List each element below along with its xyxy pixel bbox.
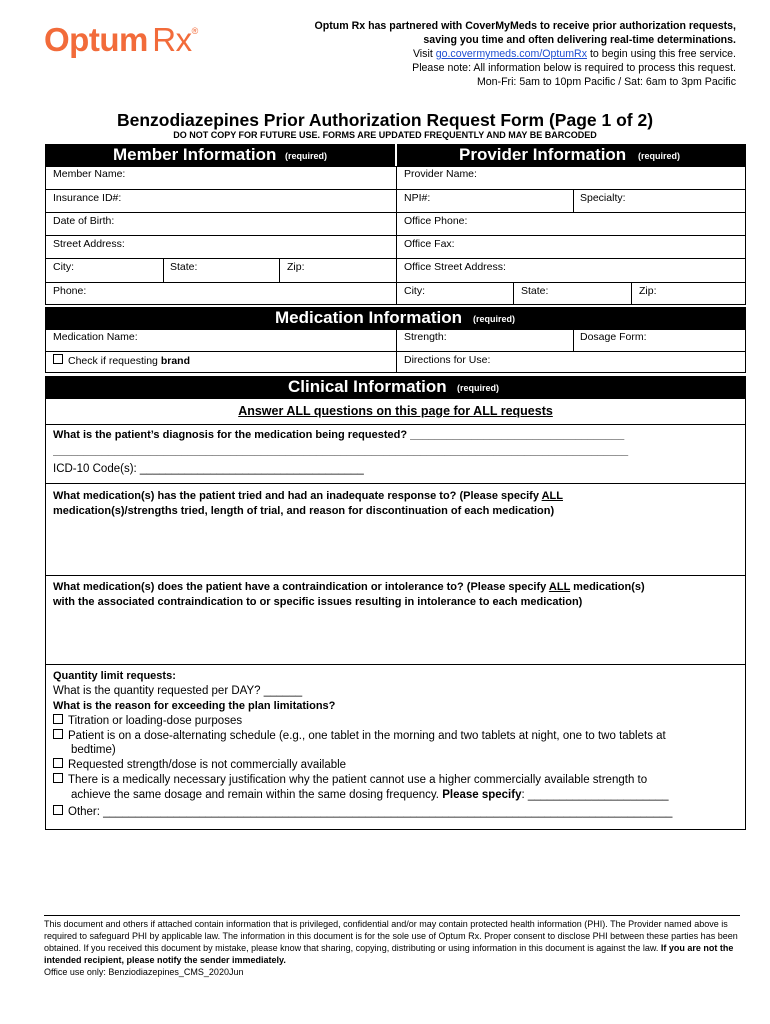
answer-all-instruction: Answer ALL questions on this page for ALL requests bbox=[238, 404, 553, 418]
please-specify-label: Please specify bbox=[442, 789, 522, 801]
tried-question-text-2: medication(s)/strengths tried, length of trial, and reason for discontinuation of each medication) bbox=[53, 505, 555, 517]
header-note bbox=[256, 19, 736, 89]
form-subtitle: DO NOT COPY FOR FUTURE USE. FORMS ARE UPDATED FREQUENTLY AND MAY BE BARCODED bbox=[173, 130, 597, 140]
logo-registered-mark: ® bbox=[191, 26, 199, 36]
icd10-field[interactable]: ICD-10 Code(s): ___________________________________ bbox=[53, 463, 364, 475]
justification-cont-text: achieve the same dosage and remain within the same dosing frequency. bbox=[71, 789, 443, 801]
option-titration[interactable] bbox=[53, 714, 242, 729]
office-fax-field[interactable]: Office Fax: bbox=[404, 238, 455, 250]
header-line-1: Optum Rx has partnered with CoverMyMeds to receive prior authorization requests, bbox=[314, 20, 736, 32]
quantity-limit-title: Quantity limit requests: bbox=[53, 670, 176, 682]
dosage-form-field[interactable]: Dosage Form: bbox=[580, 331, 647, 343]
medication-info-required: (required) bbox=[473, 314, 516, 324]
option-not-available-label: Requested strength/dose is not commercially available bbox=[68, 759, 347, 771]
member-name-field[interactable]: Member Name: bbox=[53, 168, 126, 180]
header-line-3 bbox=[256, 47, 736, 61]
justification-checkbox[interactable] bbox=[53, 773, 63, 783]
contra-all-emphasis: ALL bbox=[548, 581, 571, 593]
not-available-checkbox[interactable] bbox=[53, 758, 63, 768]
dose-alternating-checkbox[interactable] bbox=[53, 729, 63, 739]
header-visit-text: Visit bbox=[412, 48, 436, 60]
office-street-field[interactable]: Office Street Address: bbox=[404, 261, 506, 273]
brand-checkbox[interactable] bbox=[53, 354, 63, 364]
option-other[interactable] bbox=[53, 805, 672, 820]
tried-medications-question[interactable] bbox=[53, 489, 743, 519]
specialty-field[interactable]: Specialty: bbox=[580, 192, 626, 204]
provider-city-field[interactable]: City: bbox=[404, 285, 425, 297]
clinical-info-title: Clinical Information bbox=[288, 377, 447, 396]
date-of-birth-field[interactable]: Date of Birth: bbox=[53, 215, 115, 227]
provider-info-header bbox=[397, 144, 746, 166]
option-titration-label: Titration or loading-dose purposes bbox=[68, 715, 243, 727]
member-state-field[interactable]: State: bbox=[170, 261, 198, 273]
member-zip-field[interactable]: Zip: bbox=[287, 261, 305, 273]
titration-checkbox[interactable] bbox=[53, 714, 63, 724]
contraindication-question[interactable] bbox=[53, 580, 743, 610]
contra-question-text: What medication(s) does the patient have a contraindication or intolerance to? (Please specify bbox=[53, 581, 549, 593]
brand-checkbox-label: Check if requesting bbox=[68, 355, 161, 367]
street-address-field[interactable]: Street Address: bbox=[53, 238, 125, 250]
clinical-info-header bbox=[45, 376, 746, 398]
option-dose-alternating[interactable] bbox=[53, 729, 666, 744]
optum-rx-logo bbox=[44, 22, 198, 62]
office-use-label: Office use only: Benziodiazepines_CMS_2020Jun bbox=[44, 967, 244, 977]
provider-name-field[interactable]: Provider Name: bbox=[404, 168, 477, 180]
provider-zip-field[interactable]: Zip: bbox=[639, 285, 657, 297]
provider-state-field[interactable]: State: bbox=[521, 285, 549, 297]
insurance-id-field[interactable]: Insurance ID#: bbox=[53, 192, 122, 204]
justification-specify-line: : ______________________ bbox=[521, 789, 669, 801]
medication-info-header bbox=[45, 307, 746, 329]
logo-brand: Optum bbox=[44, 21, 148, 58]
member-info-title: Member Information bbox=[113, 145, 277, 164]
footer-disclaimer-bold: If you are not the intended recipient, please notify the sender immediately. bbox=[44, 943, 734, 965]
option-dose-alternating-cont: bedtime) bbox=[71, 744, 116, 756]
quantity-per-day-field[interactable]: What is the quantity requested per DAY? ______ bbox=[53, 685, 303, 697]
footer-disclaimer bbox=[44, 918, 744, 978]
option-dose-alternating-label: Patient is on a dose-alternating schedule (e.g., one tablet in the morning and two tablets at night, one to two tablets at bbox=[68, 730, 666, 742]
contra-question-text-1b: medication(s) bbox=[570, 581, 645, 593]
diagnosis-answer-line[interactable]: ______________________________________________________________________________________________ bbox=[53, 445, 629, 457]
member-info-required: (required) bbox=[285, 151, 328, 161]
brand-checkbox-row[interactable] bbox=[53, 354, 190, 367]
footer-disclaimer-text: This document and others if attached contain information that is privileged, confidential and/or may contain protected health information (PHI). The Provider named above is required to safeguard PHI by applicable law. The information in this document is for the sole use of Optum Rx. Proper consent to disclose PHI between these parties has been obtained. If you received this document by mistake, please know that sharing, copying, distributing or using information in this document is against the law. bbox=[44, 919, 738, 953]
other-checkbox[interactable] bbox=[53, 805, 63, 815]
directions-field[interactable]: Directions for Use: bbox=[404, 354, 491, 366]
diagnosis-question[interactable]: What is the patient’s diagnosis for the medication being requested? ___________________________________ bbox=[53, 429, 625, 441]
member-phone-field[interactable]: Phone: bbox=[53, 285, 87, 297]
footer-divider bbox=[44, 915, 740, 916]
form-title: Benzodiazepines Prior Authorization Request Form (Page 1 of 2) bbox=[116, 110, 654, 130]
medication-info-title: Medication Information bbox=[275, 308, 462, 327]
option-medical-justification[interactable] bbox=[53, 773, 647, 788]
tried-all-emphasis: ALL bbox=[541, 490, 563, 502]
contra-question-text-2: with the associated contraindication to or specific issues resulting in intolerance to each medication) bbox=[53, 596, 583, 608]
brand-label-bold: brand bbox=[160, 355, 190, 367]
tried-question-text: What medication(s) has the patient tried and had an inadequate response to? (Please specify bbox=[53, 490, 542, 502]
header-line-2: saving you time and often delivering real-time determinations. bbox=[423, 34, 736, 46]
option-not-available[interactable] bbox=[53, 758, 346, 773]
strength-field[interactable]: Strength: bbox=[404, 331, 447, 343]
provider-info-required: (required) bbox=[638, 151, 681, 161]
option-justification-label: There is a medically necessary justification why the patient cannot use a higher commercially available strength to bbox=[68, 774, 648, 786]
option-other-label: Other: _________________________________________________________________________________________ bbox=[68, 806, 673, 818]
header-line-5: Mon-Fri: 5am to 10pm Pacific / Sat: 6am to 3pm Pacific bbox=[476, 76, 736, 88]
covermymeds-link[interactable]: go.covermymeds.com/OptumRx bbox=[435, 48, 588, 60]
header-visit-suffix: to begin using this free service. bbox=[587, 48, 736, 60]
clinical-info-required: (required) bbox=[457, 383, 500, 393]
exceeding-reason-question: What is the reason for exceeding the plan limitations? bbox=[53, 700, 336, 712]
option-justification-cont[interactable] bbox=[71, 788, 669, 803]
header-line-4: Please note: All information below is required to process this request. bbox=[412, 62, 736, 74]
npi-field[interactable]: NPI#: bbox=[404, 192, 431, 204]
member-info-header bbox=[45, 144, 395, 166]
logo-rx: Rx bbox=[152, 21, 192, 58]
member-city-field[interactable]: City: bbox=[53, 261, 74, 273]
office-phone-field[interactable]: Office Phone: bbox=[404, 215, 468, 227]
medication-name-field[interactable]: Medication Name: bbox=[53, 331, 138, 343]
provider-info-title: Provider Information bbox=[459, 145, 627, 164]
